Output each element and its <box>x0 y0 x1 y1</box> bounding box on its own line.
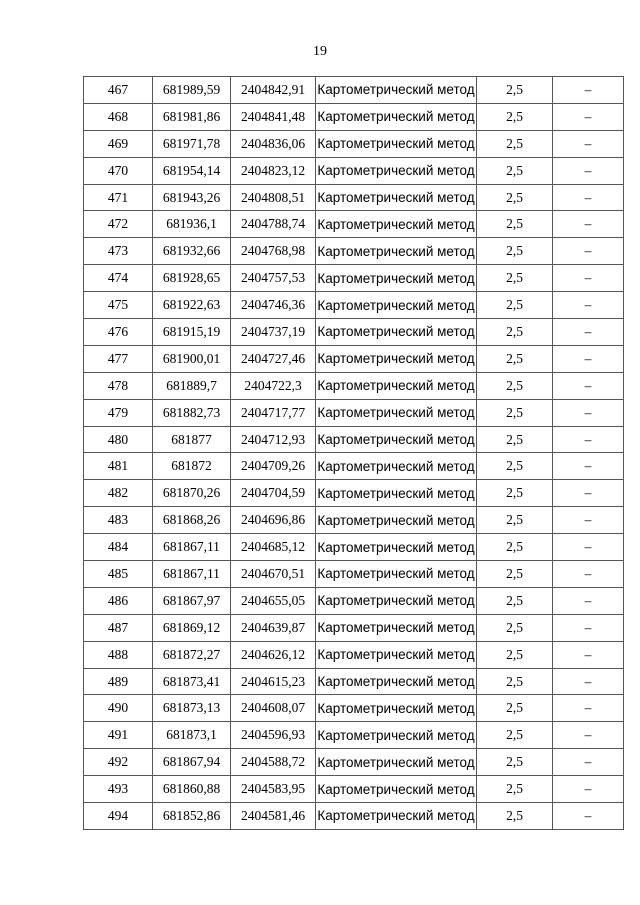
table-row <box>84 803 624 830</box>
x-coordinate-cell: 681922,63 <box>153 292 231 319</box>
method-cell: Картометрический метод <box>316 534 477 561</box>
method-cell: Картометрический метод <box>316 668 477 695</box>
y-coordinate-cell: 2404581,46 <box>231 803 316 830</box>
accuracy-cell: 2,5 <box>477 77 553 104</box>
y-coordinate-cell: 2404685,12 <box>231 534 316 561</box>
note-cell: – <box>553 265 624 292</box>
y-coordinate-cell: 2404639,87 <box>231 614 316 641</box>
note-cell: – <box>553 561 624 588</box>
x-coordinate-cell: 681867,94 <box>153 749 231 776</box>
point-number-cell: 476 <box>84 319 153 346</box>
y-coordinate-cell: 2404823,12 <box>231 157 316 184</box>
method-cell: Картометрический метод <box>316 480 477 507</box>
point-number-cell: 473 <box>84 238 153 265</box>
accuracy-cell: 2,5 <box>477 749 553 776</box>
x-coordinate-cell: 681954,14 <box>153 157 231 184</box>
point-number-cell: 486 <box>84 587 153 614</box>
method-cell: Картометрический метод <box>316 184 477 211</box>
method-cell: Картометрический метод <box>316 453 477 480</box>
note-cell: – <box>553 749 624 776</box>
y-coordinate-cell: 2404670,51 <box>231 561 316 588</box>
table-row <box>84 265 624 292</box>
method-cell: Картометрический метод <box>316 641 477 668</box>
table-row <box>84 345 624 372</box>
note-cell: – <box>553 211 624 238</box>
y-coordinate-cell: 2404727,46 <box>231 345 316 372</box>
table-row <box>84 77 624 104</box>
y-coordinate-cell: 2404712,93 <box>231 426 316 453</box>
note-cell: – <box>553 507 624 534</box>
point-number-cell: 475 <box>84 292 153 319</box>
y-coordinate-cell: 2404596,93 <box>231 722 316 749</box>
x-coordinate-cell: 681868,26 <box>153 507 231 534</box>
accuracy-cell: 2,5 <box>477 668 553 695</box>
point-number-cell: 478 <box>84 372 153 399</box>
note-cell: – <box>553 399 624 426</box>
point-number-cell: 489 <box>84 668 153 695</box>
y-coordinate-cell: 2404757,53 <box>231 265 316 292</box>
note-cell: – <box>553 722 624 749</box>
x-coordinate-cell: 681869,12 <box>153 614 231 641</box>
point-number-cell: 479 <box>84 399 153 426</box>
point-number-cell: 468 <box>84 103 153 130</box>
x-coordinate-cell: 681943,26 <box>153 184 231 211</box>
method-cell: Картометрический метод <box>316 426 477 453</box>
note-cell: – <box>553 641 624 668</box>
table-row <box>84 776 624 803</box>
accuracy-cell: 2,5 <box>477 426 553 453</box>
table-row <box>84 561 624 588</box>
method-cell: Картометрический метод <box>316 399 477 426</box>
point-number-cell: 467 <box>84 77 153 104</box>
x-coordinate-cell: 681873,41 <box>153 668 231 695</box>
x-coordinate-cell: 681870,26 <box>153 480 231 507</box>
accuracy-cell: 2,5 <box>477 453 553 480</box>
y-coordinate-cell: 2404836,06 <box>231 130 316 157</box>
method-cell: Картометрический метод <box>316 238 477 265</box>
table-row <box>84 695 624 722</box>
point-number-cell: 485 <box>84 561 153 588</box>
point-number-cell: 480 <box>84 426 153 453</box>
accuracy-cell: 2,5 <box>477 480 553 507</box>
table-row <box>84 722 624 749</box>
accuracy-cell: 2,5 <box>477 614 553 641</box>
note-cell: – <box>553 238 624 265</box>
x-coordinate-cell: 681882,73 <box>153 399 231 426</box>
method-cell: Картометрический метод <box>316 319 477 346</box>
accuracy-cell: 2,5 <box>477 534 553 561</box>
point-number-cell: 493 <box>84 776 153 803</box>
table-row <box>84 641 624 668</box>
x-coordinate-cell: 681867,97 <box>153 587 231 614</box>
point-number-cell: 494 <box>84 803 153 830</box>
point-number-cell: 477 <box>84 345 153 372</box>
point-number-cell: 474 <box>84 265 153 292</box>
table-row <box>84 372 624 399</box>
accuracy-cell: 2,5 <box>477 722 553 749</box>
x-coordinate-cell: 681867,11 <box>153 534 231 561</box>
y-coordinate-cell: 2404722,3 <box>231 372 316 399</box>
y-coordinate-cell: 2404717,77 <box>231 399 316 426</box>
note-cell: – <box>553 534 624 561</box>
table-row <box>84 319 624 346</box>
note-cell: – <box>553 372 624 399</box>
x-coordinate-cell: 681981,86 <box>153 103 231 130</box>
x-coordinate-cell: 681872,27 <box>153 641 231 668</box>
x-coordinate-cell: 681873,1 <box>153 722 231 749</box>
accuracy-cell: 2,5 <box>477 184 553 211</box>
accuracy-cell: 2,5 <box>477 345 553 372</box>
note-cell: – <box>553 803 624 830</box>
note-cell: – <box>553 614 624 641</box>
accuracy-cell: 2,5 <box>477 130 553 157</box>
method-cell: Картометрический метод <box>316 749 477 776</box>
x-coordinate-cell: 681915,19 <box>153 319 231 346</box>
point-number-cell: 492 <box>84 749 153 776</box>
x-coordinate-cell: 681867,11 <box>153 561 231 588</box>
point-number-cell: 484 <box>84 534 153 561</box>
point-number-cell: 472 <box>84 211 153 238</box>
table-row <box>84 184 624 211</box>
y-coordinate-cell: 2404608,07 <box>231 695 316 722</box>
note-cell: – <box>553 776 624 803</box>
accuracy-cell: 2,5 <box>477 587 553 614</box>
point-number-cell: 471 <box>84 184 153 211</box>
x-coordinate-cell: 681900,01 <box>153 345 231 372</box>
table-row <box>84 130 624 157</box>
table-row <box>84 668 624 695</box>
point-number-cell: 487 <box>84 614 153 641</box>
accuracy-cell: 2,5 <box>477 507 553 534</box>
y-coordinate-cell: 2404746,36 <box>231 292 316 319</box>
accuracy-cell: 2,5 <box>477 211 553 238</box>
y-coordinate-cell: 2404808,51 <box>231 184 316 211</box>
y-coordinate-cell: 2404704,59 <box>231 480 316 507</box>
method-cell: Картометрический метод <box>316 130 477 157</box>
y-coordinate-cell: 2404842,91 <box>231 77 316 104</box>
point-number-cell: 488 <box>84 641 153 668</box>
table-row <box>84 453 624 480</box>
accuracy-cell: 2,5 <box>477 695 553 722</box>
accuracy-cell: 2,5 <box>477 803 553 830</box>
x-coordinate-cell: 681932,66 <box>153 238 231 265</box>
table-row <box>84 157 624 184</box>
y-coordinate-cell: 2404588,72 <box>231 749 316 776</box>
note-cell: – <box>553 695 624 722</box>
note-cell: – <box>553 426 624 453</box>
method-cell: Картометрический метод <box>316 561 477 588</box>
y-coordinate-cell: 2404626,12 <box>231 641 316 668</box>
method-cell: Картометрический метод <box>316 211 477 238</box>
table-row <box>84 399 624 426</box>
x-coordinate-cell: 681872 <box>153 453 231 480</box>
y-coordinate-cell: 2404768,98 <box>231 238 316 265</box>
method-cell: Картометрический метод <box>316 77 477 104</box>
note-cell: – <box>553 292 624 319</box>
point-number-cell: 482 <box>84 480 153 507</box>
note-cell: – <box>553 453 624 480</box>
table-row <box>84 103 624 130</box>
y-coordinate-cell: 2404696,86 <box>231 507 316 534</box>
table-row <box>84 614 624 641</box>
table-row <box>84 749 624 776</box>
note-cell: – <box>553 668 624 695</box>
point-number-cell: 470 <box>84 157 153 184</box>
method-cell: Картометрический метод <box>316 803 477 830</box>
coordinates-table <box>83 76 624 830</box>
method-cell: Картометрический метод <box>316 103 477 130</box>
accuracy-cell: 2,5 <box>477 372 553 399</box>
method-cell: Картометрический метод <box>316 695 477 722</box>
table-row <box>84 292 624 319</box>
point-number-cell: 483 <box>84 507 153 534</box>
x-coordinate-cell: 681860,88 <box>153 776 231 803</box>
coordinates-table-body <box>84 77 624 830</box>
note-cell: – <box>553 587 624 614</box>
x-coordinate-cell: 681989,59 <box>153 77 231 104</box>
accuracy-cell: 2,5 <box>477 776 553 803</box>
note-cell: – <box>553 157 624 184</box>
method-cell: Картометрический метод <box>316 345 477 372</box>
table-row <box>84 480 624 507</box>
x-coordinate-cell: 681873,13 <box>153 695 231 722</box>
accuracy-cell: 2,5 <box>477 265 553 292</box>
method-cell: Картометрический метод <box>316 157 477 184</box>
note-cell: – <box>553 103 624 130</box>
page-number: 19 <box>313 44 327 59</box>
y-coordinate-cell: 2404583,95 <box>231 776 316 803</box>
note-cell: – <box>553 77 624 104</box>
table-row <box>84 211 624 238</box>
accuracy-cell: 2,5 <box>477 561 553 588</box>
x-coordinate-cell: 681928,65 <box>153 265 231 292</box>
x-coordinate-cell: 681971,78 <box>153 130 231 157</box>
x-coordinate-cell: 681889,7 <box>153 372 231 399</box>
point-number-cell: 491 <box>84 722 153 749</box>
x-coordinate-cell: 681852,86 <box>153 803 231 830</box>
method-cell: Картометрический метод <box>316 292 477 319</box>
y-coordinate-cell: 2404709,26 <box>231 453 316 480</box>
point-number-cell: 469 <box>84 130 153 157</box>
accuracy-cell: 2,5 <box>477 399 553 426</box>
accuracy-cell: 2,5 <box>477 157 553 184</box>
y-coordinate-cell: 2404655,05 <box>231 587 316 614</box>
method-cell: Картометрический метод <box>316 722 477 749</box>
method-cell: Картометрический метод <box>316 265 477 292</box>
method-cell: Картометрический метод <box>316 776 477 803</box>
note-cell: – <box>553 184 624 211</box>
table-row <box>84 534 624 561</box>
accuracy-cell: 2,5 <box>477 103 553 130</box>
note-cell: – <box>553 345 624 372</box>
table-row <box>84 587 624 614</box>
table-row <box>84 507 624 534</box>
note-cell: – <box>553 130 624 157</box>
y-coordinate-cell: 2404737,19 <box>231 319 316 346</box>
note-cell: – <box>553 319 624 346</box>
accuracy-cell: 2,5 <box>477 292 553 319</box>
method-cell: Картометрический метод <box>316 372 477 399</box>
point-number-cell: 490 <box>84 695 153 722</box>
table-row <box>84 238 624 265</box>
accuracy-cell: 2,5 <box>477 319 553 346</box>
method-cell: Картометрический метод <box>316 507 477 534</box>
note-cell: – <box>553 480 624 507</box>
y-coordinate-cell: 2404615,23 <box>231 668 316 695</box>
point-number-cell: 481 <box>84 453 153 480</box>
method-cell: Картометрический метод <box>316 587 477 614</box>
method-cell: Картометрический метод <box>316 614 477 641</box>
x-coordinate-cell: 681877 <box>153 426 231 453</box>
y-coordinate-cell: 2404788,74 <box>231 211 316 238</box>
y-coordinate-cell: 2404841,48 <box>231 103 316 130</box>
table-row <box>84 426 624 453</box>
accuracy-cell: 2,5 <box>477 238 553 265</box>
accuracy-cell: 2,5 <box>477 641 553 668</box>
x-coordinate-cell: 681936,1 <box>153 211 231 238</box>
